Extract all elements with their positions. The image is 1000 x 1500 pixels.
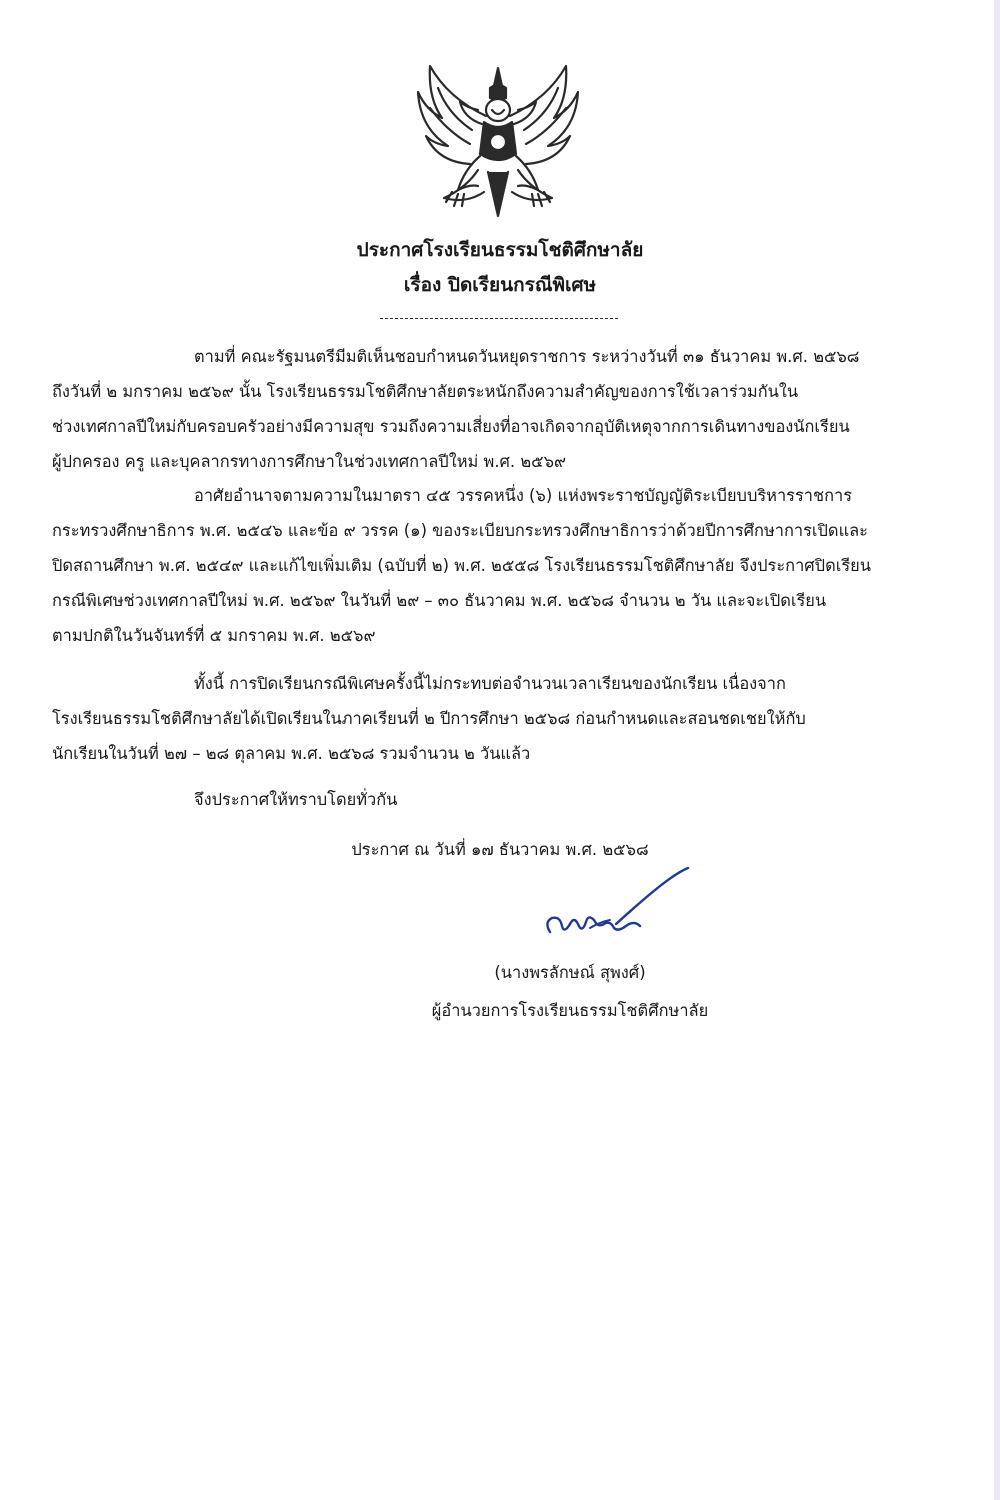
announcement-date: ประกาศ ณ วันที่ ๑๗ ธันวาคม พ.ศ. ๒๕๖๘ bbox=[351, 840, 649, 859]
garuda-emblem-icon bbox=[408, 58, 588, 226]
body-paragraph-1 bbox=[52, 339, 942, 479]
paragraph-line: กรณีพิเศษช่วงเทศกาลปีใหม่ พ.ศ. ๒๕๖๙ ในวันที่ ๒๙ – ๓๐ ธันวาคม พ.ศ. ๒๕๖๘ จำนวน ๒ วัน และจะเปิดเรียน bbox=[52, 591, 827, 610]
handwritten-signature-icon bbox=[530, 862, 710, 952]
body-paragraph-3 bbox=[52, 666, 942, 771]
paragraph-line: ปิดสถานศึกษา พ.ศ. ๒๕๔๙ และแก้ไขเพิ่มเติม (ฉบับที่ ๒) พ.ศ. ๒๕๕๘ โรงเรียนธรรมโชติศึกษาลัย จึงประกาศปิดเรียน bbox=[52, 556, 871, 575]
paragraph-line: นักเรียนในวันที่ ๒๗ – ๒๘ ตุลาคม พ.ศ. ๒๕๖๘ รวมจำนวน ๒ วันแล้ว bbox=[52, 744, 531, 763]
paragraph-line: ตามปกติในวันจันทร์ที่ ๕ มกราคม พ.ศ. ๒๕๖๙ bbox=[52, 626, 376, 645]
signer-name: (นางพรลักษณ์ สุพงศ์) bbox=[494, 963, 646, 982]
paragraph-line: ตามที่ คณะรัฐมนตรีมีมติเห็นชอบกำหนดวันหยุดราชการ ระหว่างวันที่ ๓๑ ธันวาคม พ.ศ. ๒๕๖๘ bbox=[194, 347, 860, 366]
dashed-divider bbox=[380, 318, 618, 319]
announcement-subject: เรื่อง ปิดเรียนกรณีพิเศษ bbox=[403, 274, 597, 296]
paragraph-line: โรงเรียนธรรมโชติศึกษาลัยได้เปิดเรียนในภาคเรียนที่ ๒ ปีการศึกษา ๒๕๖๘ ก่อนกำหนดและสอนชดเชยให้กับ bbox=[52, 709, 806, 728]
paragraph-line: ทั้งนี้ การปิดเรียนกรณีพิเศษครั้งนี้ไม่กระทบต่อจำนวนเวลาเรียนของนักเรียน เนื่องจาก bbox=[194, 674, 786, 693]
paragraph-line: ช่วงเทศกาลปีใหม่กับครอบครัวอย่างมีความสุข รวมถึงความเสี่ยงที่อาจเกิดจากอุบัติเหตุจากการเดินทางของนักเรียน bbox=[52, 417, 850, 436]
signer-position: ผู้อำนวยการโรงเรียนธรรมโชติศึกษาลัย bbox=[431, 1001, 709, 1020]
paragraph-line: ผู้ปกครอง ครู และบุคลากรทางการศึกษาในช่วงเทศกาลปีใหม่ พ.ศ. ๒๕๖๙ bbox=[52, 452, 566, 471]
body-paragraph-2 bbox=[52, 478, 942, 653]
paragraph-line: กระทรวงศึกษาธิการ พ.ศ. ๒๕๔๖ และข้อ ๙ วรรค (๑) ของระเบียบกระทรวงศึกษาธิการว่าด้วยปีการศึกษาการเปิดและ bbox=[52, 521, 868, 540]
paragraph-line: อาศัยอำนาจตามความในมาตรา ๔๕ วรรคหนึ่ง (๖) แห่งพระราชบัญญัติระเบียบบริหารราชการ bbox=[194, 486, 853, 505]
announcement-title: ประกาศโรงเรียนธรรมโชติศึกษาลัย bbox=[356, 239, 644, 261]
paragraph-line: ถึงวันที่ ๒ มกราคม ๒๕๖๙ นั้น โรงเรียนธรรมโชติศึกษาลัยตระหนักถึงความสำคัญของการใช้เวลาร่วมกันใน bbox=[52, 382, 799, 401]
closing-statement: จึงประกาศให้ทราบโดยทั่วกัน bbox=[194, 790, 398, 809]
